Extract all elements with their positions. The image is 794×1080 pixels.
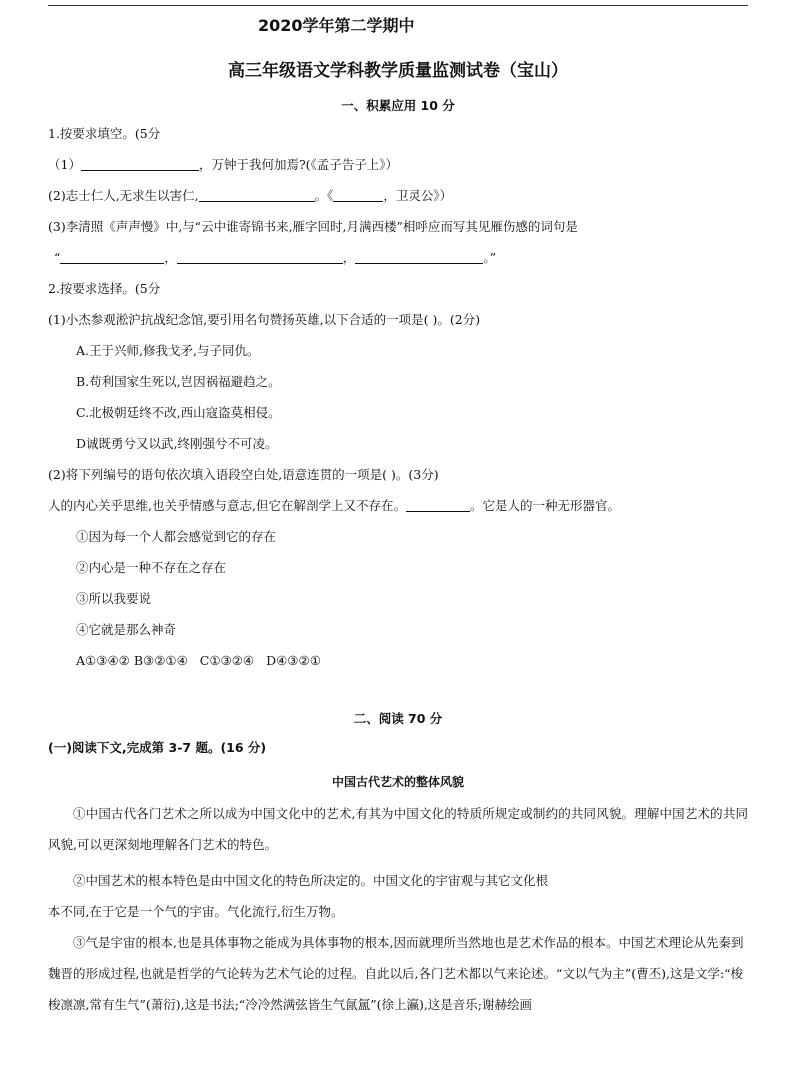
section-gap <box>48 676 748 704</box>
article-paragraph-3: ③气是宇宙的根本,也是具体事物之能成为具体事物的根本,因而就理所当然地也是艺术作品的根本。中国艺术理论从先秦到魏晋的形成过程,也就是哲学的气论转为艺术气论的过程。自此以后,各门艺术都以气来论述。“文以气为主”(曹丕),这是文学:“梭梭凛凛,常有生气”(萧衍),这是书法;“冷冷然满弦皆生气氤氲”(徐上瀛),这是音乐;谢赫绘画 <box>48 935 744 1012</box>
q1-item3-blank-3[interactable] <box>355 248 483 264</box>
q2-sub1-option-a: A.王于兴师,修我戈矛,与子同仇。 <box>76 343 260 358</box>
q2-sub2-passage-after: 。它是人的一种无形器官。 <box>469 498 620 513</box>
article-paragraph-1: ①中国古代各门艺术之所以成为中国文化中的艺术,有其为中国文化的特质所规定或制约的共同风貌。理解中国艺术的共同风貌,可以更深刻地理解各门艺术的特色。 <box>48 806 748 852</box>
article-paragraph-2a: ②中国艺术的根本特色是由中国文化的特色所决定的。中国文化的宇宙观与其它文化根 <box>73 873 549 888</box>
q1-item2 <box>48 180 748 211</box>
q2-sub2-answer-choices: A①③④② B③②①④ C①③②④ D④③②① <box>76 653 321 668</box>
article-title: 中国古代艺术的整体风貌 <box>331 775 464 789</box>
exam-title-term: 2020学年第二学期中 <box>258 16 415 35</box>
q2-sub2-item-4: ④它就是那么神奇 <box>76 622 177 637</box>
q1-item2-blank-1[interactable] <box>199 186 315 202</box>
section2-heading: 二、阅读 70 分 <box>353 711 443 726</box>
q1-item2-suffix: ，卫灵公》） <box>383 188 453 203</box>
q2-sub1-option-b: B.苟利国家生死以,岂因祸福避趋之。 <box>76 374 281 389</box>
q1-item3-blank-1[interactable] <box>60 248 164 264</box>
q2-sub1-option-d: D诚既勇兮又以武,终刚强兮不可凌。 <box>76 436 278 451</box>
q2-sub2: (2)将下列编号的语句依次填入语段空白处,语意连贯的一项是( )。(3分) <box>48 467 439 482</box>
q1-item2-mid: 。《 <box>314 188 334 203</box>
q2-sub2-passage-before: 人的内心关乎思维,也关乎情感与意志,但它在解剖学上又不存在。 <box>48 498 406 513</box>
section1-heading: 一、积累应用 10 分 <box>341 98 455 113</box>
q1-item3-close-quote: 。” <box>483 250 497 265</box>
q1-item1-prefix: （1） <box>48 157 81 172</box>
q1-item1 <box>48 149 748 180</box>
q1-item3-blank-2[interactable] <box>177 248 343 264</box>
q1-item1-suffix: ，万钟于我何加焉?(《孟子告子上》） <box>198 157 399 172</box>
exam-title-main: 高三年级语文学科教学质量监测试卷（宝山） <box>228 61 568 81</box>
q1-item2-prefix: (2)志士仁人,无求生以害仁, <box>48 188 199 203</box>
q1-item3-open-quote: “ <box>54 250 61 265</box>
q2-sub1-option-c: C.北极朝廷终不改,西山寇盗莫相侵。 <box>76 405 281 420</box>
q2-sub2-item-2: ②内心是一种不存在之存在 <box>76 560 227 575</box>
q1-item3-answer-line <box>48 242 748 273</box>
q1-item2-blank-2[interactable] <box>333 186 383 202</box>
q1-item3: (3)李清照《声声慢》中,与“云中谁寄锦书来,雁字回时,月满西楼”相呼应而写其见雁伤感的词句是 <box>48 219 578 234</box>
q2-sub2-item-1: ①因为每一个人都会感觉到它的存在 <box>76 529 277 544</box>
top-rule <box>48 5 748 6</box>
exam-page <box>48 14 748 1020</box>
q1-item3-sep2: ， <box>342 250 356 265</box>
q2-sub1: (1)小杰参观淞沪抗战纪念馆,要引用名句赞扬英雄,以下合适的一项是( )。(2分) <box>48 312 481 327</box>
article-paragraph-2b: 本不同,在于它是一个气的宇宙。气化流行,衍生万物。 <box>48 904 344 919</box>
q2-sub2-item-3: ③所以我要说 <box>76 591 152 606</box>
q1-item1-blank[interactable] <box>81 155 199 171</box>
q1-stem: 1.按要求填空。(5分 <box>48 126 161 141</box>
q2-sub2-blank[interactable] <box>406 496 470 512</box>
reading-part1-heading: (一)阅读下文,完成第 3-7 题。(16 分) <box>48 740 267 755</box>
q1-item3-sep1: ， <box>164 250 177 265</box>
q2-sub2-passage <box>48 490 748 521</box>
q2-stem: 2.按要求选择。(5分 <box>48 281 161 296</box>
